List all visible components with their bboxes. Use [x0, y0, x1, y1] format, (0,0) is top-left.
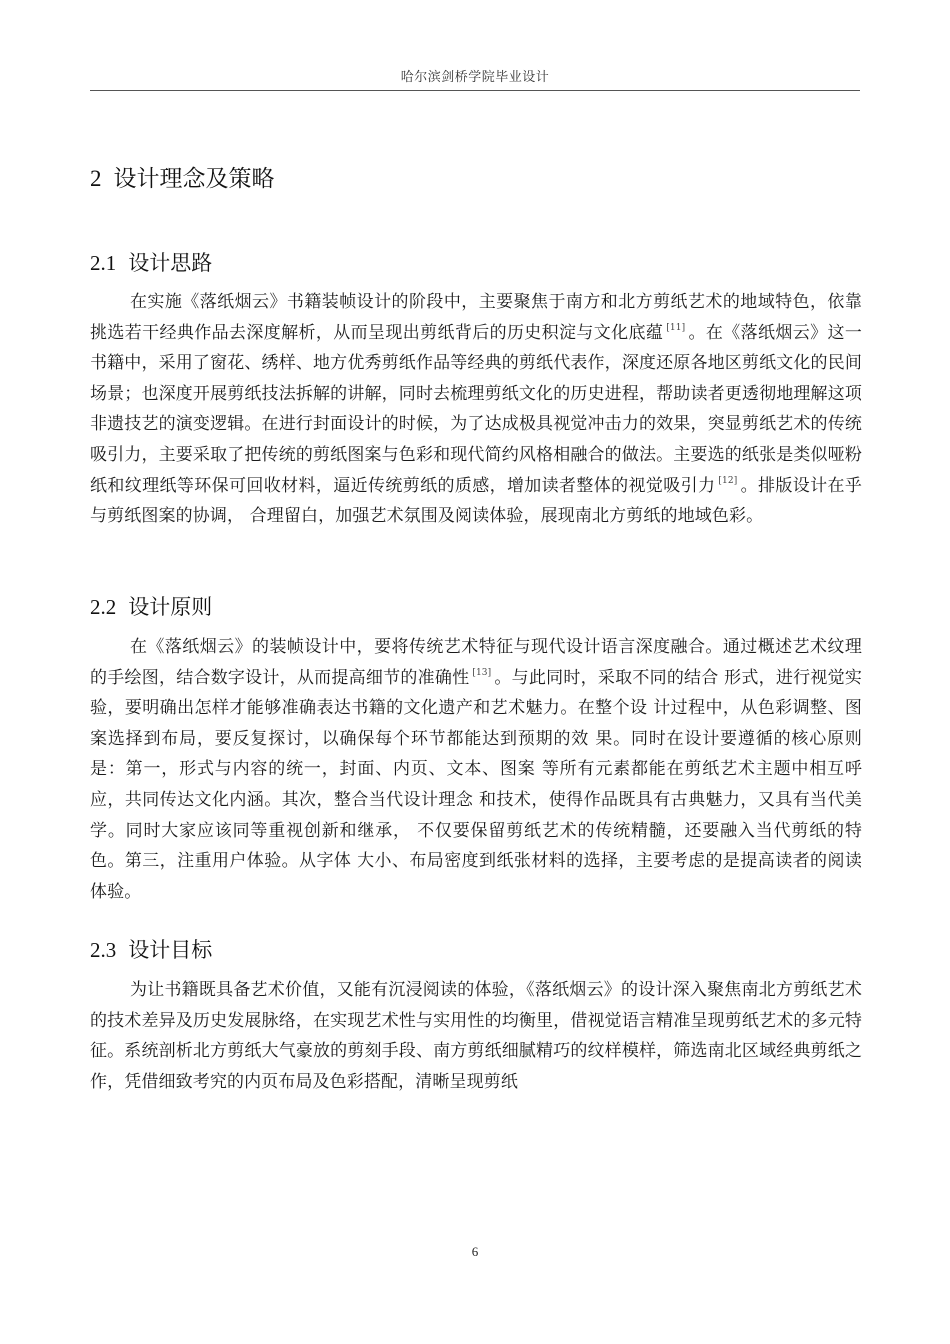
citation-marker: [11] — [666, 322, 686, 333]
section-number: 2.2 — [90, 595, 117, 619]
section-heading-2-3 — [90, 935, 212, 965]
section-heading-2-1 — [90, 248, 212, 278]
section-title: 设计思路 — [128, 251, 213, 275]
section-2-3-paragraph — [90, 975, 862, 1097]
chapter-title-text: 设计理念及策略 — [113, 166, 275, 192]
paragraph-text: 为让书籍既具备艺术价值，又能有沉浸阅读的体验，《落纸烟云》的设计深入聚焦南北方剪纸艺术的技术差异及历史发展脉络，在实现艺术性与实用性的均衡里，借视觉语言精准呈现剪纸艺术的多元特征。系统剖析北方剪纸大气豪放的剪刻手段、南方剪纸细腻精巧的纹样模样，筛选南北区域经典剪纸之作，凭借细致考究的内页布局及色彩搭配，清晰呈现剪纸 — [90, 980, 862, 1092]
section-2-1-paragraph — [90, 287, 862, 532]
paragraph-text: 。排版设计在乎与剪纸图案的协调， 合理留白，加强艺术氛围及阅读体验，展现南北方剪纸的地域色彩。 — [90, 475, 862, 527]
section-title: 设计目标 — [128, 938, 213, 962]
paragraph-text: 在《落纸烟云》的装帧设计中，要将传统艺术特征与现代设计语言深度融合。通过概述艺术纹理的手绘图，结合数字设计，从而提高细节的准确性 — [90, 637, 862, 688]
section-number: 2.1 — [90, 251, 117, 275]
chapter-number: 2 — [90, 166, 102, 191]
chapter-title — [90, 163, 275, 195]
section-number: 2.3 — [90, 938, 117, 962]
section-2-2-paragraph — [90, 632, 862, 907]
section-title: 设计原则 — [128, 595, 213, 619]
paragraph-text: 。与此同时，采取不同的结合 形式，进行视觉实验，要明确出怎样才能够准确表达书籍的文化遗产和艺术魅力。在整个设 计过程中，从色彩调整、图案选择到布局，要反复探讨，以确保每个环节都能达到预期的效 果。同时在设计要遵循的核心原则是：第一，形式与内容的统一，封面、内页、文本、图案 等所有元素都能在剪纸艺术主题中相互呼应，共同传达文化内涵。其次，整合当代设计理念 和技术，使得作品既具有古典魅力，又具有当代美学。同时大家应该同等重视创新和继承， 不仅要保留剪纸艺术的传统精髓，还要融入当代剪纸的特色。第三，注重用户体验。从字体 大小、布局密度到纸张材料的选择，主要考虑的是提高读者的阅读体验。 — [90, 667, 862, 902]
citation-marker: [12] — [718, 475, 738, 486]
citation-marker: [13] — [472, 667, 492, 678]
paragraph-text: 。在《落纸烟云》这一书籍中，采用了窗花、绣样、地方优秀剪纸作品等经典的剪纸代表作，深度还原各地区剪纸文化的民间场景；也深度开展剪纸技法拆解的讲解，同时去梳理剪纸文化的历史进程，帮助读者更透彻地理解这项非遗技艺的演变逻辑。在进行封面设计的时候，为了达成极具视觉冲击力的效果，突显剪纸艺术的传统吸引力，主要采取了把传统的剪纸图案与色彩和现代简约风格相融合的做法。主要选的纸张是类似哑粉纸和纹理纸等环保可回收材料，逼近传统剪纸的质感，增加读者整体的视觉吸引力 — [90, 322, 862, 496]
page-number: 6 — [471, 1244, 479, 1259]
running-header: 哈尔滨剑桥学院毕业设计 — [400, 70, 550, 85]
paragraph-text: 在实施《落纸烟云》书籍装帧设计的阶段中，主要聚焦于南方和北方剪纸艺术的地域特色，依靠挑选若干经典作品去深度解析，从而呈现出剪纸背后的历史积淀与文化底蕴 — [90, 292, 862, 343]
section-heading-2-2 — [90, 592, 212, 622]
header-divider — [90, 90, 860, 91]
